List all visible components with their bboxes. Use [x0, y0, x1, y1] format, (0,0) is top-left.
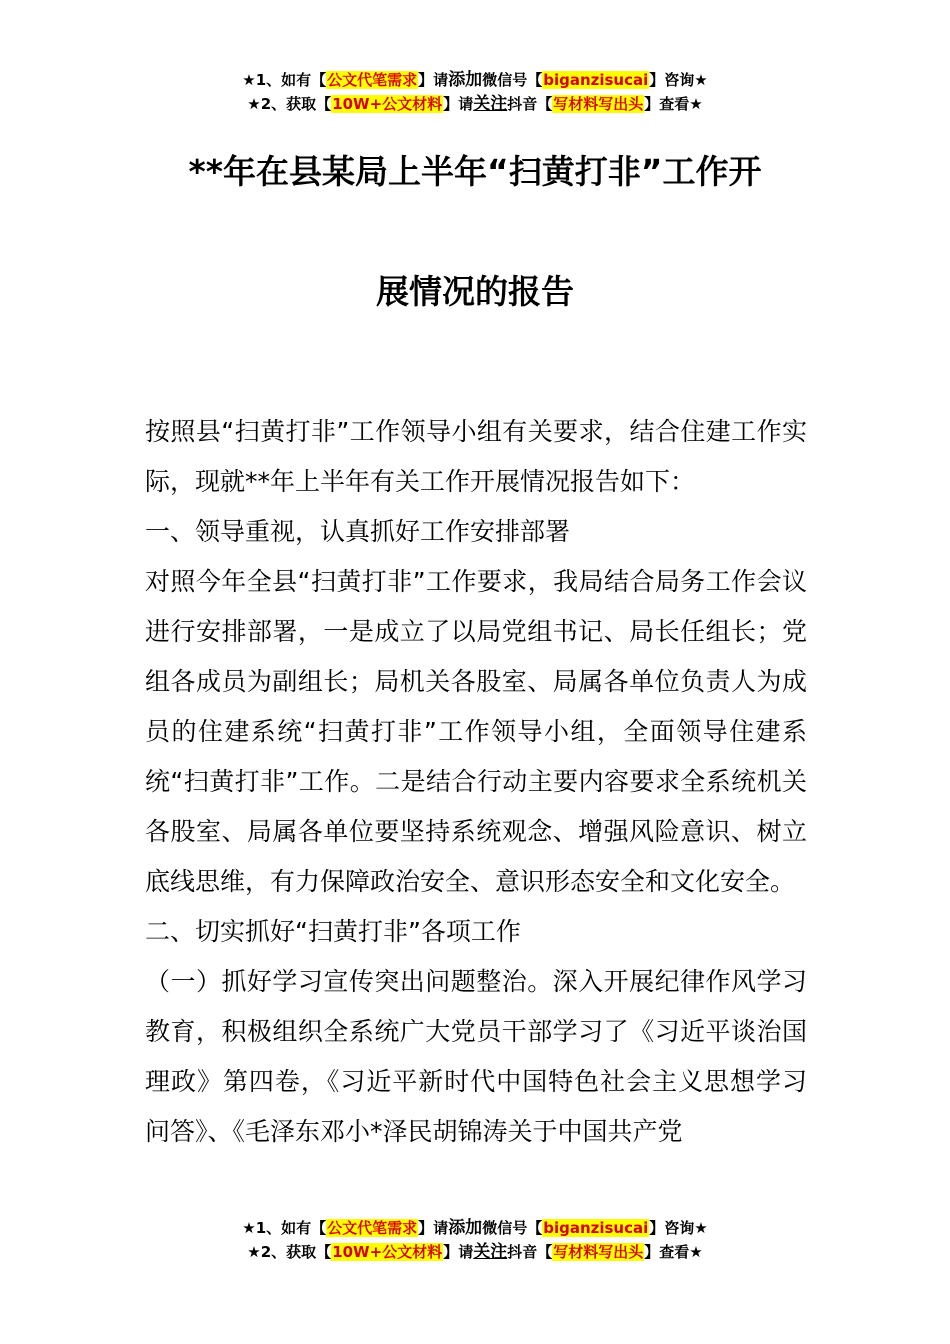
footer-banner: [0, 1216, 950, 1264]
banner-text: 抖音【: [507, 95, 553, 113]
banner-line-2: [0, 1240, 950, 1264]
banner-highlight: 公文代笔需求: [327, 71, 418, 89]
banner-highlight: 10W+公文材料: [332, 1243, 443, 1261]
banner-text: 】查看★: [644, 1243, 703, 1261]
banner-line-1: [0, 68, 950, 92]
section-heading-2: 二、切实抓好“扫黄打非”各项工作: [145, 917, 521, 946]
section-heading-1: 一、领导重视，认真抓好工作安排部署: [145, 517, 571, 546]
banner-text: 添加: [448, 1218, 483, 1238]
banner-text: ★1、如有【: [242, 71, 327, 89]
banner-highlight: 公文代笔需求: [327, 1219, 418, 1237]
banner-highlight: 写材料写出头: [553, 95, 644, 113]
banner-text: 】查看★: [644, 95, 703, 113]
intro-paragraph: 按照县“扫黄打非”工作领导小组有关要求，结合住建工作实际，现就**年上半年有关工作开展情况报告如下：: [145, 417, 807, 496]
banner-text: 关注: [473, 1242, 508, 1262]
banner-highlight: biganzisucai: [543, 1219, 649, 1237]
banner-text: 抖音【: [507, 1243, 553, 1261]
document-body: [145, 407, 807, 1157]
banner-highlight: 写材料写出头: [553, 1243, 644, 1261]
document-title-line-2: 展情况的报告: [376, 272, 574, 311]
body-paragraph: 对照今年全县“扫黄打非”工作要求，我局结合局务工作会议进行安排部署，一是成立了以局党组书记、局长任组长；党组各成员为副组长；局机关各股室、局属各单位负责人为成员的住建系统“扫黄打非”工作领导小组，全面领导住建系统“扫黄打非”工作。二是结合行动主要内容要求全系统机关各股室、局属各单位要坚持系统观念、增强风险意识、树立底线思维，有力保障政治安全、意识形态安全和文化安全。: [145, 567, 807, 896]
banner-line-1: [0, 1216, 950, 1240]
banner-line-2: [0, 92, 950, 116]
banner-text: 】咨询★: [649, 1219, 708, 1237]
banner-text: 】咨询★: [649, 71, 708, 89]
banner-text: 微信号【: [482, 71, 543, 89]
banner-text: 】请: [443, 95, 474, 113]
banner-text: ★2、获取【: [247, 95, 332, 113]
header-banner: [0, 68, 950, 116]
banner-text: 关注: [473, 94, 508, 114]
banner-highlight: 10W+公文材料: [332, 95, 443, 113]
banner-text: 】请: [443, 1243, 474, 1261]
banner-text: 】请: [418, 1219, 449, 1237]
body-paragraph: （一）抓好学习宣传突出问题整治。深入开展纪律作风学习教育，积极组织全系统广大党员干部学习了《习近平谈治国理政》第四卷，《习近平新时代中国特色社会主义思想学习问答》、《毛泽东邓小*泽民胡锦涛关于中国共产党: [145, 967, 807, 1146]
banner-text: ★2、获取【: [247, 1243, 332, 1261]
banner-highlight: biganzisucai: [543, 71, 649, 89]
banner-text: ★1、如有【: [242, 1219, 327, 1237]
document-title-line-1: **年在县某局上半年“扫黄打非”工作开: [188, 152, 762, 191]
banner-text: 添加: [448, 70, 483, 90]
banner-text: 】请: [418, 71, 449, 89]
banner-text: 微信号【: [482, 1219, 543, 1237]
